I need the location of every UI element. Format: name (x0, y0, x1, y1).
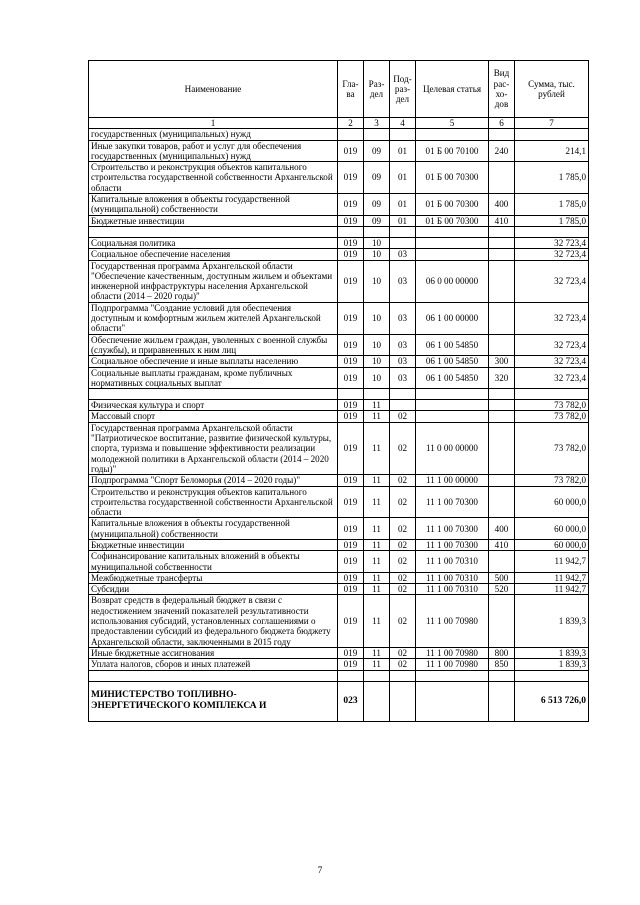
cell-section: 10 (364, 334, 390, 356)
cell-target-article: 11 1 00 70300 (416, 486, 489, 518)
table-row (89, 129, 589, 140)
table-row (89, 249, 589, 260)
cell-chapter: 019 (338, 194, 364, 216)
cell-target-article (416, 400, 489, 411)
cell-target-article (416, 237, 489, 248)
cell-expense-type (489, 400, 515, 411)
cell-name: Социальное обеспечение и иные выплаты населению (89, 356, 338, 367)
cell-expense-type (489, 162, 515, 194)
cell-amount: 1 839,3 (515, 595, 589, 647)
cell-subsection (390, 389, 416, 400)
column-number: 7 (515, 118, 589, 129)
cell-chapter: 019 (338, 260, 364, 302)
cell-section: 10 (364, 260, 390, 302)
cell-subsection: 02 (390, 572, 416, 583)
cell-section: 11 (364, 572, 390, 583)
cell-amount: 32 723,4 (515, 302, 589, 334)
column-header-amount: Сумма, тыс. рублей (515, 61, 589, 118)
cell-target-article (416, 411, 489, 422)
table-body (89, 129, 589, 721)
cell-chapter: 019 (338, 422, 364, 474)
cell-amount: 32 723,4 (515, 334, 589, 356)
cell-chapter: 019 (338, 367, 364, 389)
cell-name (89, 226, 338, 237)
cell-expense-type: 240 (489, 140, 515, 162)
cell-target-article: 06 1 00 54850 (416, 356, 489, 367)
cell-name: Подпрограмма "Спорт Беломорья (2014 – 2020 годы)" (89, 475, 338, 486)
cell-chapter: 019 (338, 411, 364, 422)
cell-name: государственных (муниципальных) нужд (89, 129, 338, 140)
cell-chapter: 019 (338, 140, 364, 162)
cell-section: 09 (364, 162, 390, 194)
cell-expense-type (489, 334, 515, 356)
cell-target-article: 06 1 00 00000 (416, 302, 489, 334)
cell-expense-type: 320 (489, 367, 515, 389)
table-row (89, 334, 589, 356)
table-row (89, 422, 589, 474)
cell-target-article: 06 1 00 54850 (416, 367, 489, 389)
cell-expense-type: 410 (489, 539, 515, 550)
cell-target-article: 11 1 00 70300 (416, 539, 489, 550)
cell-expense-type: 850 (489, 659, 515, 670)
cell-amount: 60 000,0 (515, 486, 589, 518)
cell-name: МИНИСТЕРСТВО ТОПЛИВНО-ЭНЕРГЕТИЧЕСКОГО КОМПЛЕКСА И (89, 681, 338, 721)
table-row (89, 389, 589, 400)
cell-section: 11 (364, 486, 390, 518)
cell-subsection: 01 (390, 194, 416, 216)
table-row (89, 539, 589, 550)
cell-name: Бюджетные инвестиции (89, 539, 338, 550)
table-row (89, 356, 589, 367)
table-row (89, 659, 589, 670)
cell-target-article (416, 681, 489, 721)
cell-subsection: 02 (390, 518, 416, 540)
table-row (89, 486, 589, 518)
cell-chapter: 019 (338, 659, 364, 670)
cell-name (89, 389, 338, 400)
cell-section (364, 670, 390, 681)
cell-subsection: 02 (390, 486, 416, 518)
table-row (89, 400, 589, 411)
cell-section: 11 (364, 475, 390, 486)
cell-subsection: 02 (390, 647, 416, 658)
cell-target-article: 01 Б 00 70300 (416, 194, 489, 216)
cell-section: 10 (364, 237, 390, 248)
cell-amount (515, 670, 589, 681)
cell-subsection (390, 237, 416, 248)
cell-name: Массовый спорт (89, 411, 338, 422)
cell-section: 09 (364, 215, 390, 226)
cell-chapter: 019 (338, 249, 364, 260)
table-row (89, 194, 589, 216)
cell-section: 11 (364, 539, 390, 550)
cell-name: Государственная программа Архангельской области "Обеспечение качественным, доступным жильем и объектами инженерной инфраструктуры населения Архангельской области (2014 – 2020 годы)" (89, 260, 338, 302)
cell-subsection: 01 (390, 162, 416, 194)
table-row (89, 226, 589, 237)
cell-subsection: 02 (390, 659, 416, 670)
table-row (89, 595, 589, 647)
cell-subsection: 03 (390, 334, 416, 356)
cell-section: 09 (364, 140, 390, 162)
column-header-subsection: Под-раз-дел (390, 61, 416, 118)
cell-name: Иные бюджетные ассигнования (89, 647, 338, 658)
cell-target-article: 01 Б 00 70100 (416, 140, 489, 162)
cell-expense-type (489, 475, 515, 486)
cell-name: Строительство и реконструкция объектов капитального строительства государственной собственности Архангельской области (89, 162, 338, 194)
cell-subsection: 02 (390, 539, 416, 550)
cell-amount: 11 942,7 (515, 572, 589, 583)
cell-amount: 73 782,0 (515, 400, 589, 411)
cell-subsection: 02 (390, 411, 416, 422)
cell-amount: 1 785,0 (515, 162, 589, 194)
cell-chapter (338, 226, 364, 237)
cell-subsection: 01 (390, 140, 416, 162)
cell-amount: 60 000,0 (515, 539, 589, 550)
cell-section: 11 (364, 400, 390, 411)
budget-table (88, 60, 589, 722)
cell-chapter: 019 (338, 539, 364, 550)
cell-name: Социальная политика (89, 237, 338, 248)
table-row (89, 140, 589, 162)
cell-chapter (338, 389, 364, 400)
cell-name: Социальное обеспечение населения (89, 249, 338, 260)
cell-section (364, 389, 390, 400)
column-number: 6 (489, 118, 515, 129)
cell-target-article: 01 Б 00 70300 (416, 215, 489, 226)
cell-chapter (338, 129, 364, 140)
cell-expense-type (489, 389, 515, 400)
column-number-row (89, 118, 589, 129)
cell-chapter (338, 670, 364, 681)
cell-name: Возврат средств в федеральный бюджет в связи с недостижением значений показателей результативности использования субсидий, установленных соглашениями о предоставлении субсидий из федерального бюджета бюджету Архангельской области, заключенными в 2015 году (89, 595, 338, 647)
cell-target-article: 11 1 00 70310 (416, 572, 489, 583)
cell-target-article: 11 1 00 00000 (416, 475, 489, 486)
cell-chapter: 019 (338, 486, 364, 518)
column-header-expense-type: Вид рас-хо-дов (489, 61, 515, 118)
cell-amount (515, 226, 589, 237)
cell-subsection (390, 670, 416, 681)
cell-section (364, 129, 390, 140)
cell-expense-type (489, 260, 515, 302)
cell-subsection: 02 (390, 584, 416, 595)
cell-expense-type (489, 129, 515, 140)
cell-amount: 1 785,0 (515, 194, 589, 216)
table-row (89, 367, 589, 389)
cell-chapter: 023 (338, 681, 364, 721)
cell-expense-type: 800 (489, 647, 515, 658)
cell-chapter: 019 (338, 551, 364, 573)
table-row (89, 475, 589, 486)
cell-amount: 32 723,4 (515, 260, 589, 302)
cell-name: Межбюджетные трансферты (89, 572, 338, 583)
cell-chapter: 019 (338, 595, 364, 647)
cell-section: 11 (364, 647, 390, 658)
cell-name: Социальные выплаты гражданам, кроме публичных нормативных социальных выплат (89, 367, 338, 389)
cell-target-article (416, 249, 489, 260)
cell-section: 11 (364, 422, 390, 474)
cell-target-article: 06 0 00 00000 (416, 260, 489, 302)
table-row (89, 237, 589, 248)
column-number: 1 (89, 118, 338, 129)
cell-subsection: 02 (390, 422, 416, 474)
cell-section: 11 (364, 659, 390, 670)
cell-name: Строительство и реконструкция объектов капитального строительства государственной собственности Архангельской области (89, 486, 338, 518)
cell-expense-type (489, 486, 515, 518)
table-row (89, 670, 589, 681)
cell-section: 11 (364, 551, 390, 573)
column-header-target-article: Целевая статья (416, 61, 489, 118)
cell-chapter: 019 (338, 356, 364, 367)
table-header-row (89, 61, 589, 118)
cell-expense-type (489, 551, 515, 573)
cell-amount: 32 723,4 (515, 249, 589, 260)
cell-name (89, 670, 338, 681)
cell-subsection: 03 (390, 367, 416, 389)
cell-amount: 32 723,4 (515, 367, 589, 389)
cell-name: Подпрограмма "Создание условий для обеспечения доступным и комфортным жильем жителей Архангельской области" (89, 302, 338, 334)
cell-expense-type: 400 (489, 194, 515, 216)
cell-subsection (390, 129, 416, 140)
cell-chapter: 019 (338, 302, 364, 334)
cell-subsection (390, 681, 416, 721)
cell-name: Обеспечение жильем граждан, уволенных с военной службы (службы), и приравненных к ним лиц (89, 334, 338, 356)
cell-chapter: 019 (338, 215, 364, 226)
cell-subsection: 02 (390, 475, 416, 486)
cell-target-article: 11 1 00 70310 (416, 584, 489, 595)
cell-subsection: 03 (390, 260, 416, 302)
cell-chapter: 019 (338, 475, 364, 486)
cell-name: Капитальные вложения в объекты государственной (муниципальной) собственности (89, 518, 338, 540)
cell-section (364, 226, 390, 237)
cell-amount: 6 513 726,0 (515, 681, 589, 721)
cell-amount (515, 129, 589, 140)
cell-amount: 1 839,3 (515, 659, 589, 670)
cell-subsection (390, 226, 416, 237)
table-row (89, 584, 589, 595)
cell-target-article: 11 1 00 70980 (416, 595, 489, 647)
cell-target-article: 11 1 00 70310 (416, 551, 489, 573)
cell-section: 11 (364, 595, 390, 647)
cell-name: Физическая культура и спорт (89, 400, 338, 411)
cell-expense-type: 410 (489, 215, 515, 226)
cell-chapter: 019 (338, 334, 364, 356)
cell-target-article: 01 Б 00 70300 (416, 162, 489, 194)
cell-chapter: 019 (338, 237, 364, 248)
cell-amount: 1 839,3 (515, 647, 589, 658)
cell-subsection: 01 (390, 215, 416, 226)
cell-expense-type (489, 226, 515, 237)
cell-amount: 11 942,7 (515, 584, 589, 595)
column-header-name: Наименование (89, 61, 338, 118)
cell-subsection: 03 (390, 356, 416, 367)
table-row (89, 647, 589, 658)
column-number: 2 (338, 118, 364, 129)
cell-expense-type (489, 249, 515, 260)
table-row (89, 518, 589, 540)
column-header-chapter: Гла-ва (338, 61, 364, 118)
cell-chapter: 019 (338, 647, 364, 658)
cell-name: Государственная программа Архангельской области "Патриотическое воспитание, развитие физической культуры, спорта, туризма и повышение эффективности реализации молодежной политики в Архангельской области (2014 – 2020 годы)" (89, 422, 338, 474)
cell-section: 10 (364, 367, 390, 389)
cell-target-article (416, 129, 489, 140)
cell-amount: 73 782,0 (515, 422, 589, 474)
table-row (89, 302, 589, 334)
cell-section (364, 681, 390, 721)
cell-section: 11 (364, 411, 390, 422)
table-row (89, 681, 589, 721)
cell-expense-type (489, 411, 515, 422)
table-row (89, 260, 589, 302)
table-row (89, 162, 589, 194)
cell-chapter: 019 (338, 400, 364, 411)
cell-amount: 1 785,0 (515, 215, 589, 226)
table-row (89, 411, 589, 422)
cell-section: 10 (364, 302, 390, 334)
column-number: 4 (390, 118, 416, 129)
cell-expense-type: 520 (489, 584, 515, 595)
cell-amount: 32 723,4 (515, 356, 589, 367)
cell-target-article (416, 670, 489, 681)
cell-target-article: 11 0 00 00000 (416, 422, 489, 474)
cell-section: 09 (364, 194, 390, 216)
cell-section: 11 (364, 584, 390, 595)
cell-section: 10 (364, 249, 390, 260)
cell-section: 10 (364, 356, 390, 367)
cell-amount: 214,1 (515, 140, 589, 162)
cell-name: Софинансирование капитальных вложений в объекты муниципальной собственности (89, 551, 338, 573)
cell-subsection: 02 (390, 551, 416, 573)
cell-target-article (416, 389, 489, 400)
column-number: 3 (364, 118, 390, 129)
cell-subsection: 02 (390, 595, 416, 647)
cell-name: Уплата налогов, сборов и иных платежей (89, 659, 338, 670)
cell-amount: 73 782,0 (515, 475, 589, 486)
cell-chapter: 019 (338, 572, 364, 583)
cell-expense-type (489, 422, 515, 474)
cell-expense-type (489, 595, 515, 647)
cell-subsection: 03 (390, 249, 416, 260)
cell-expense-type: 500 (489, 572, 515, 583)
cell-expense-type: 300 (489, 356, 515, 367)
cell-target-article: 11 1 00 70980 (416, 647, 489, 658)
cell-expense-type (489, 681, 515, 721)
cell-name: Бюджетные инвестиции (89, 215, 338, 226)
cell-chapter: 019 (338, 584, 364, 595)
cell-amount: 60 000,0 (515, 518, 589, 540)
cell-target-article: 06 1 00 54850 (416, 334, 489, 356)
table-row (89, 572, 589, 583)
cell-name: Капитальные вложения в объекты государственной (муниципальной) собственности (89, 194, 338, 216)
cell-target-article (416, 226, 489, 237)
cell-subsection (390, 400, 416, 411)
column-number: 5 (416, 118, 489, 129)
table-row (89, 215, 589, 226)
cell-section: 11 (364, 518, 390, 540)
cell-amount: 73 782,0 (515, 411, 589, 422)
table-row (89, 551, 589, 573)
cell-name: Субсидии (89, 584, 338, 595)
page-number: 7 (317, 866, 323, 876)
cell-amount (515, 389, 589, 400)
cell-chapter: 019 (338, 162, 364, 194)
cell-amount: 32 723,4 (515, 237, 589, 248)
cell-subsection: 03 (390, 302, 416, 334)
cell-target-article: 11 1 00 70980 (416, 659, 489, 670)
cell-amount: 11 942,7 (515, 551, 589, 573)
cell-expense-type (489, 237, 515, 248)
cell-name: Иные закупки товаров, работ и услуг для обеспечения государственных (муниципальных) нужд (89, 140, 338, 162)
column-header-section: Раз-дел (364, 61, 390, 118)
cell-target-article: 11 1 00 70300 (416, 518, 489, 540)
cell-expense-type (489, 302, 515, 334)
cell-expense-type (489, 670, 515, 681)
cell-chapter: 019 (338, 518, 364, 540)
cell-expense-type: 400 (489, 518, 515, 540)
